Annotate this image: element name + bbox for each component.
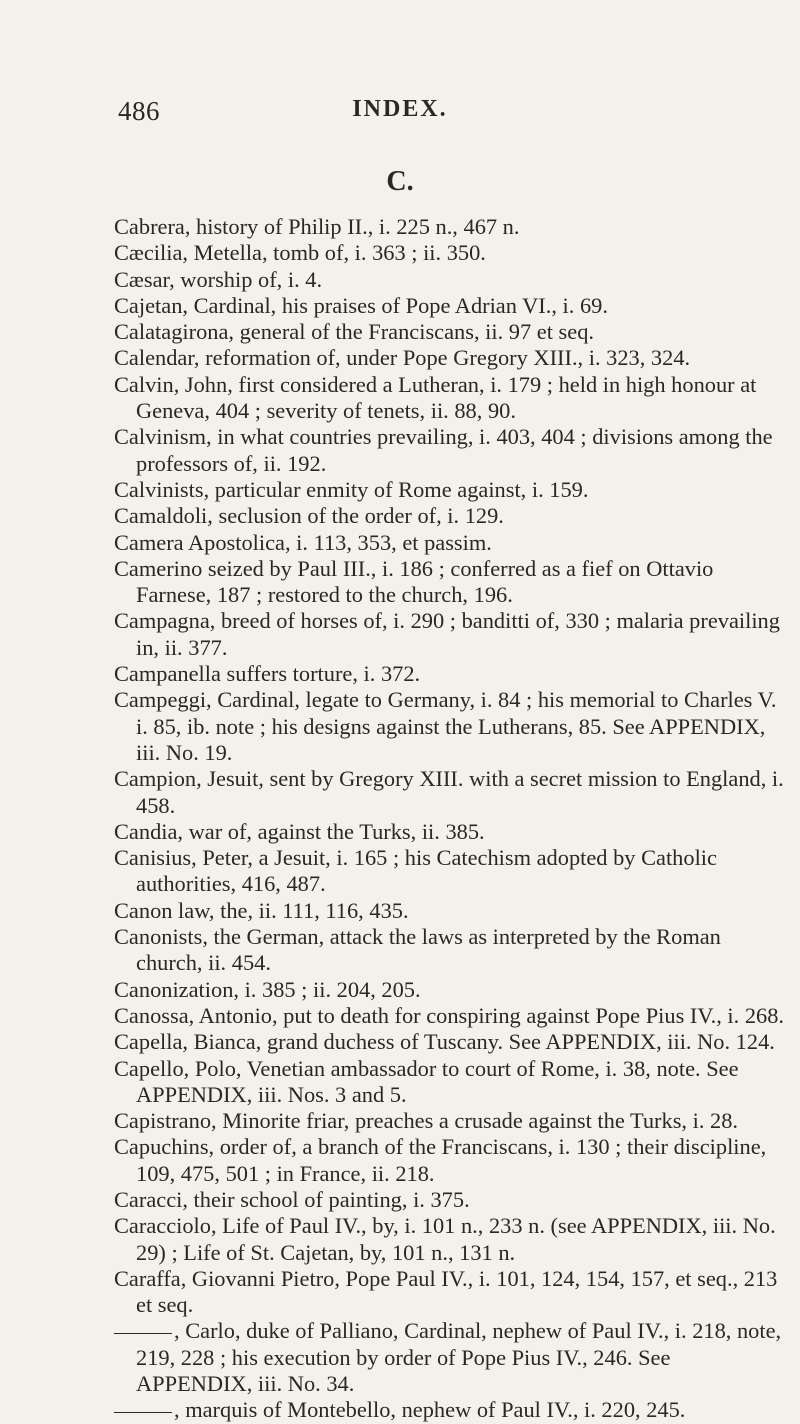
index-entry-text: Calatagirona, general of the Franciscans, ii. 97 et seq. — [114, 319, 594, 345]
index-entry-text: Camaldoli, seclusion of the order of, i. 129. — [114, 503, 504, 529]
index-entry — [114, 661, 790, 687]
index-entry — [114, 1108, 790, 1134]
index-entry — [114, 1213, 790, 1266]
index-entry — [114, 819, 790, 845]
index-entry — [114, 477, 790, 503]
index-entry-text: Caraffa, Giovanni Pietro, Pope Paul IV., i. 101, 124, 154, 157, et seq., 213 et seq. — [114, 1265, 778, 1318]
index-entry-text: Capuchins, order of, a branch of the Franciscans, i. 130 ; their discipline, 109, 475, 501 ; in France, ii. 218. — [114, 1134, 767, 1186]
section-letter: C. — [386, 166, 414, 197]
index-entry-text: Capello, Polo, Venetian ambassador to court of Rome, i. 38, note. See APPENDIX, iii. Nos. 3 and 5. — [114, 1055, 739, 1107]
index-entry-text: Caracciolo, Life of Paul IV., by, i. 101 n., 233 n. (see APPENDIX, iii. No. 29) ; Life of St. Cajetan, by, 101 n., 131 n. — [114, 1213, 776, 1265]
repeat-dash — [114, 1412, 172, 1413]
index-entry-text: Canonists, the German, attack the laws as interpreted by the Roman church, ii. 454. — [114, 924, 721, 976]
index-entry-text: Calvin, John, first considered a Lutheran, i. 179 ; held in high honour at Geneva, 404 ; severity of tenets, ii. 88, 90. — [114, 371, 757, 424]
index-entry-text: Campagna, breed of horses of, i. 290 ; banditti of, 330 ; malaria prevailing in, ii. 377. — [114, 608, 780, 660]
index-entry — [114, 240, 790, 266]
index-entry-text: Cabrera, history of Philip II., i. 225 n., 467 n. — [114, 214, 520, 239]
index-entry-text: Calvinism, in what countries prevailing, i. 403, 404 ; divisions among the professors of, ii. 192. — [114, 424, 773, 476]
index-entry — [114, 1029, 790, 1055]
index-entry — [114, 1187, 790, 1213]
index-entry-text: Candia, war of, against the Turks, ii. 385. — [114, 818, 485, 844]
index-entry — [114, 319, 790, 345]
index-entry-text: Campanella suffers torture, i. 372. — [114, 661, 421, 687]
index-entries — [114, 214, 790, 1424]
index-entry — [114, 293, 790, 319]
index-entry — [114, 1003, 790, 1029]
index-entry-text: Calendar, reformation of, under Pope Gregory XIII., i. 323, 324. — [114, 345, 691, 371]
index-entry-text: , Carlo, duke of Palliano, Cardinal, nephew of Paul IV., i. 218, note, 219, 228 ; his execution by order of Pope Pius IV., 246. See APPENDIX, iii. No. 34. — [136, 1318, 782, 1397]
index-entry-text: Canisius, Peter, a Jesuit, i. 165 ; his Catechism adopted by Catholic authorities, 416, 487. — [114, 845, 717, 897]
index-entry — [114, 1318, 790, 1397]
index-entry-text: Capella, Bianca, grand duchess of Tuscany. See APPENDIX, iii. No. 124. — [114, 1029, 775, 1055]
index-entry-text: Cæcilia, Metella, tomb of, i. 363 ; ii. 350. — [114, 240, 486, 266]
running-head — [118, 96, 682, 132]
index-entry — [114, 766, 790, 819]
index-entry — [114, 977, 790, 1003]
index-entry-text: Canonization, i. 385 ; ii. 204, 205. — [114, 976, 421, 1002]
header-title: INDEX. — [352, 96, 448, 122]
index-entry — [114, 687, 790, 766]
index-entry — [114, 898, 790, 924]
index-entry-text: Capistrano, Minorite friar, preaches a crusade against the Turks, i. 28. — [114, 1108, 739, 1134]
index-entry — [114, 530, 790, 556]
repeat-dash — [114, 1333, 172, 1334]
index-entry-text: Caracci, their school of painting, i. 375. — [114, 1186, 470, 1212]
index-entry — [114, 372, 790, 425]
index-entry-text: Campeggi, Cardinal, legate to Germany, i. 84 ; his memorial to Charles V. i. 85, ib. note ; his designs against the Lutherans, 85. See APPENDIX, iii. No. 19. — [114, 687, 777, 765]
index-entry — [114, 214, 790, 240]
index-entry-text: Campion, Jesuit, sent by Gregory XIII. with a secret mission to England, i. 458. — [114, 766, 784, 818]
index-entry-text: Canon law, the, ii. 111, 116, 435. — [114, 897, 409, 923]
index-entry — [114, 345, 790, 371]
index-entry-text: Calvinists, particular enmity of Rome against, i. 159. — [114, 476, 589, 502]
index-entry — [114, 1397, 790, 1423]
index-entry — [114, 1266, 790, 1319]
index-entry-text: Camera Apostolica, i. 113, 353, et passim. — [114, 529, 492, 555]
page-number: 486 — [118, 96, 160, 126]
index-entry-text: , marquis of Montebello, nephew of Paul IV., i. 220, 245. — [174, 1397, 686, 1423]
index-entry — [114, 556, 790, 609]
index-entry — [114, 424, 790, 477]
index-entry — [114, 267, 790, 293]
index-entry — [114, 503, 790, 529]
index-entry — [114, 1056, 790, 1109]
index-entry-text: Cajetan, Cardinal, his praises of Pope Adrian VI., i. 69. — [114, 292, 608, 318]
index-entry — [114, 924, 790, 977]
index-entry-text: Canossa, Antonio, put to death for conspiring against Pope Pius IV., i. 268. — [114, 1002, 785, 1028]
index-entry — [114, 1134, 790, 1187]
index-entry — [114, 608, 790, 661]
index-entry-text: Cæsar, worship of, i. 4. — [114, 266, 323, 292]
index-entry — [114, 845, 790, 898]
index-entry-text: Camerino seized by Paul III., i. 186 ; conferred as a fief on Ottavio Farnese, 187 ; restored to the church, 196. — [114, 555, 714, 608]
